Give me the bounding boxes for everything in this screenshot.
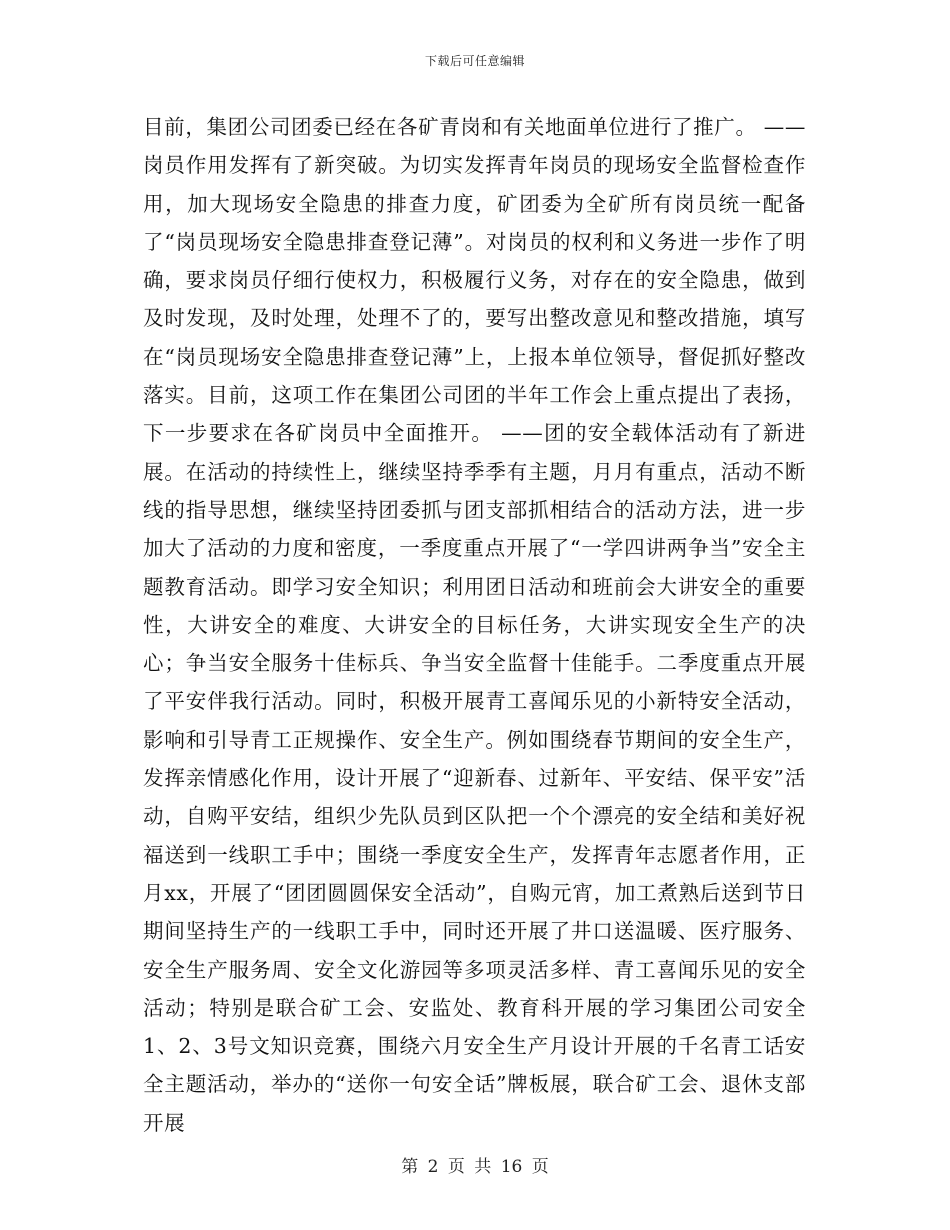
page-number-footer: 第 2 页 共 16 页 [401, 1157, 549, 1177]
page-header: 下载后可任意编辑 [424, 54, 525, 68]
body-paragraph: 目前，集团公司团委已经在各矿青岗和有关地面单位进行了推广。 ——岗员作用发挥有了新突破。为切实发挥青年岗员的现场安全监督检查作用，加大现场安全隐患的排查力度，矿团委为全矿所有岗员统一配备了“岗员现场安全隐患排查登记薄”。对岗员的权利和义务进一步作了明确，要求岗员仔细行使权力，积极履行义务，对存在的安全隐患，做到及时发现，及时处理，处理不了的，要写出整改意见和整改措施，填写在“岗员现场安全隐患排查登记薄”上，上报本单位领导，督促抓好整改落实。目前，这项工作在集团公司团的半年工作会上重点提出了表扬，下一步要求在各矿岗员中全面推开。 ——团的安全载体活动有了新进展。在活动的持续性上，继续坚持季季有主题，月月有重点，活动不断线的指导思想，继续坚持团委抓与团支部抓相结合的活动方法，进一步加大了活动的力度和密度，一季度重点开展了“一学四讲两争当”安全主题教育活动。即学习安全知识；利用团日活动和班前会大讲安全的重要性，大讲安全的难度、大讲安全的目标任务，大讲实现安全生产的决心；争当安全服务十佳标兵、争当安全监督十佳能手。二季度重点开展了平安伴我行活动。同时，积极开展青工喜闻乐见的小新特安全活动，影响和引导青工正规操作、安全生产。例如围绕春节期间的安全生产，发挥亲情感化作用，设计开展了“迎新春、过新年、平安结、保平安”活动，自购平安结，组织少先队员到区队把一个个漂亮的安全结和美好祝福送到一线职工手中；围绕一季度安全生产，发挥青年志愿者作用，正月xx，开展了“团团圆圆保安全活动”，自购元宵，加工煮熟后送到节日期间坚持生产的一线职工手中，同时还开展了井口送温暖、医疗服务、安全生产服务周、安全文化游园等多项灵活多样、青工喜闻乐见的安全活动；特别是联合矿工会、安监处、教育科开展的学习集团公司安全1、2、3号文知识竞赛，围绕六月安全生产月设计开展的千名青工话安全主题活动，举办的“送你一句安全话”牌板展，联合矿工会、退休支部开展 [143, 115, 806, 1135]
